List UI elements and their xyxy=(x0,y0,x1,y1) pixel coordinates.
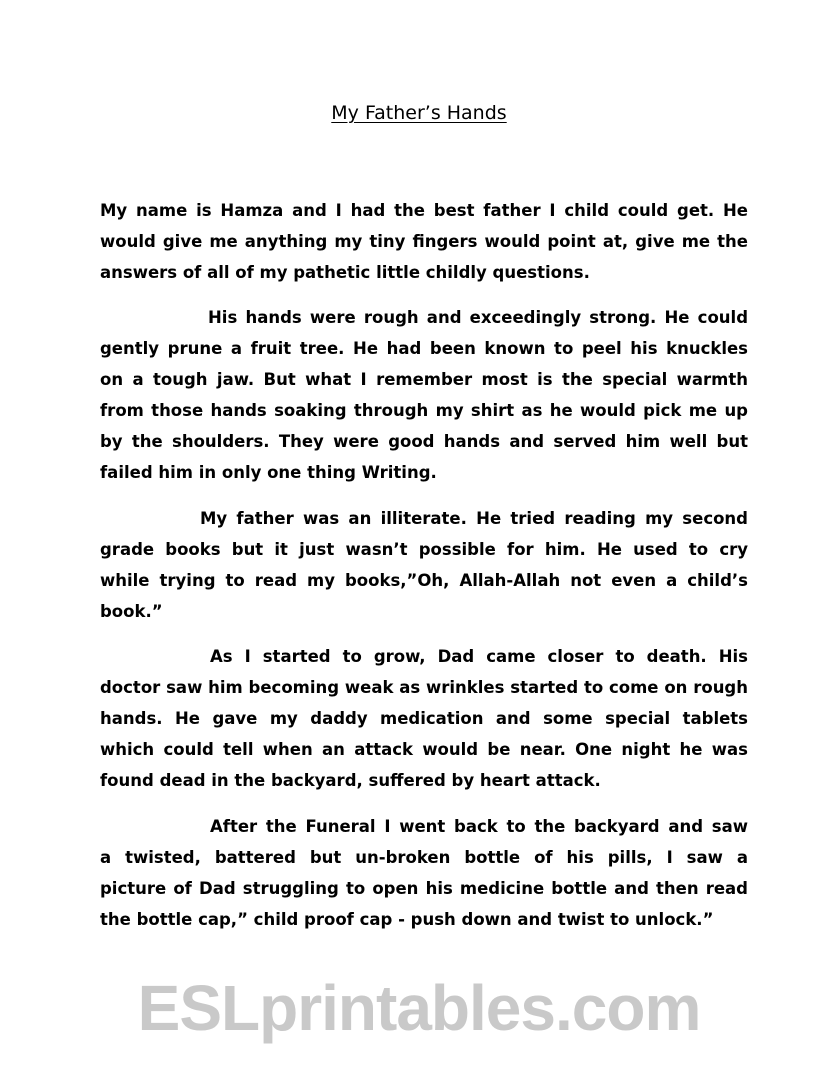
text-line: My name is Hamza and I had the best father I child could get. He xyxy=(100,201,748,220)
text-line: would give me anything my tiny fingers would point at, give me the xyxy=(100,232,748,251)
watermark: ESLprintables.com xyxy=(137,972,701,1044)
text-line: on a tough jaw. But what I remember most is the special warmth xyxy=(100,370,748,389)
paragraph-2 xyxy=(100,302,748,488)
paragraph-3 xyxy=(100,503,748,627)
text-line: from those hands soaking through my shirt as he would pick me up xyxy=(100,401,748,420)
text-line: hands. He gave my daddy medication and some special tablets xyxy=(100,709,748,728)
paragraph-4 xyxy=(100,641,748,796)
text-line: failed him in only one thing Writing. xyxy=(100,463,437,482)
text-line: After the Funeral I went back to the backyard and saw xyxy=(210,817,748,836)
text-line: the bottle cap,” child proof cap - push down and twist to unlock.” xyxy=(100,910,714,929)
text-line: by the shoulders. They were good hands and served him well but xyxy=(100,432,748,451)
text-line: His hands were rough and exceedingly strong. He could xyxy=(208,308,748,327)
text-line: while trying to read my books,”Oh, Allah-Allah not even a child’s xyxy=(100,571,748,590)
text-line: grade books but it just wasn’t possible for him. He used to cry xyxy=(100,540,748,559)
text-line: As I started to grow, Dad came closer to death. His xyxy=(210,647,748,666)
text-line: doctor saw him becoming weak as wrinkles started to come on rough xyxy=(100,678,748,697)
text-line: gently prune a fruit tree. He had been known to peel his knuckles xyxy=(100,339,748,358)
text-line: picture of Dad struggling to open his medicine bottle and then read xyxy=(100,879,748,898)
text-line: book.” xyxy=(100,602,163,621)
document-title: My Father’s Hands xyxy=(331,102,507,124)
text-line: a twisted, battered but un-broken bottle of his pills, I saw a xyxy=(100,848,748,867)
paragraph-5 xyxy=(100,811,748,935)
text-line: found dead in the backyard, suffered by heart attack. xyxy=(100,771,601,790)
text-line: My father was an illiterate. He tried reading my second xyxy=(200,509,748,528)
text-line: answers of all of my pathetic little childly questions. xyxy=(100,263,590,282)
paragraph-1 xyxy=(100,195,748,288)
text-line: which could tell when an attack would be near. One night he was xyxy=(100,740,748,759)
